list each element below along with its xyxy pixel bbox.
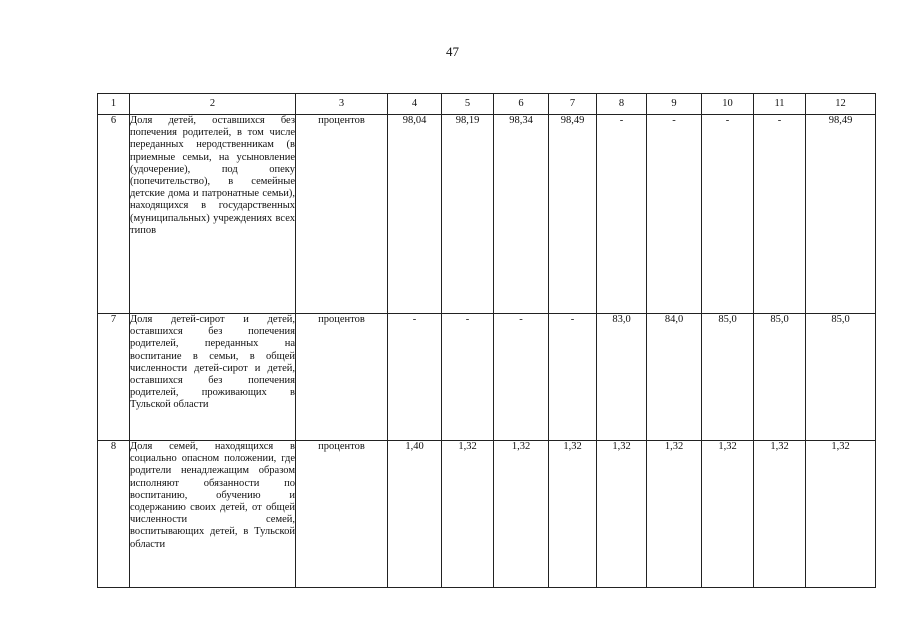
unit-cell: процентов xyxy=(296,441,388,588)
value-cell: 1,32 xyxy=(549,441,597,588)
table-row xyxy=(98,441,876,588)
indicator-name: Доля детей, оставшихся без попечения родителей, в том числе переданных неродственникам (в приемные семьи, на усыновление (удочерение), под опеку (попечительство), в семейные детские дома и патронатные семьи), находящихся в государственных (муниципальных) учреждениях всех типов xyxy=(130,115,296,314)
value-cell: 85,0 xyxy=(806,314,876,441)
unit-cell: процентов xyxy=(296,115,388,314)
value-cell: - xyxy=(549,314,597,441)
table-row xyxy=(98,115,876,314)
header-cell: 12 xyxy=(806,94,876,115)
header-cell: 2 xyxy=(130,94,296,115)
header-cell: 4 xyxy=(388,94,442,115)
unit-cell: процентов xyxy=(296,314,388,441)
value-cell: - xyxy=(754,115,806,314)
value-cell: 84,0 xyxy=(647,314,702,441)
value-cell: 98,49 xyxy=(549,115,597,314)
value-cell: - xyxy=(442,314,494,441)
indicators-table xyxy=(97,93,876,588)
value-cell: 1,32 xyxy=(494,441,549,588)
value-cell: 1,32 xyxy=(442,441,494,588)
value-cell: - xyxy=(702,115,754,314)
value-cell: 1,32 xyxy=(647,441,702,588)
value-cell: 98,49 xyxy=(806,115,876,314)
value-cell: 98,04 xyxy=(388,115,442,314)
page-number: 47 xyxy=(446,44,459,59)
header-cell: 3 xyxy=(296,94,388,115)
value-cell: - xyxy=(388,314,442,441)
row-number: 7 xyxy=(98,314,130,441)
indicator-name: Доля семей, находящихся в социально опасном положении, где родители ненадлежащим образом исполняют обязанности по воспитанию, обучению и содержанию своих детей, от общей численности семей, воспитывающих детей, в Тульской области xyxy=(130,441,296,588)
value-cell: 83,0 xyxy=(597,314,647,441)
header-cell: 7 xyxy=(549,94,597,115)
indicator-name: Доля детей-сирот и детей, оставшихся без попечения родителей, переданных на воспитание в семьи, в общей численности детей-сирот и детей, оставшихся без попечения родителей, проживающих в Тульской области xyxy=(130,314,296,441)
header-cell: 8 xyxy=(597,94,647,115)
value-cell: 98,34 xyxy=(494,115,549,314)
header-cell: 10 xyxy=(702,94,754,115)
row-number: 8 xyxy=(98,441,130,588)
header-cell: 5 xyxy=(442,94,494,115)
header-cell: 11 xyxy=(754,94,806,115)
row-number: 6 xyxy=(98,115,130,314)
value-cell: 1,32 xyxy=(702,441,754,588)
value-cell: 85,0 xyxy=(702,314,754,441)
value-cell: 1,32 xyxy=(754,441,806,588)
value-cell: - xyxy=(494,314,549,441)
header-row xyxy=(98,94,876,115)
value-cell: 85,0 xyxy=(754,314,806,441)
value-cell: 1,40 xyxy=(388,441,442,588)
value-cell: - xyxy=(647,115,702,314)
value-cell: - xyxy=(597,115,647,314)
header-cell: 6 xyxy=(494,94,549,115)
header-cell: 9 xyxy=(647,94,702,115)
value-cell: 1,32 xyxy=(597,441,647,588)
value-cell: 1,32 xyxy=(806,441,876,588)
header-cell: 1 xyxy=(98,94,130,115)
value-cell: 98,19 xyxy=(442,115,494,314)
table-row xyxy=(98,314,876,441)
